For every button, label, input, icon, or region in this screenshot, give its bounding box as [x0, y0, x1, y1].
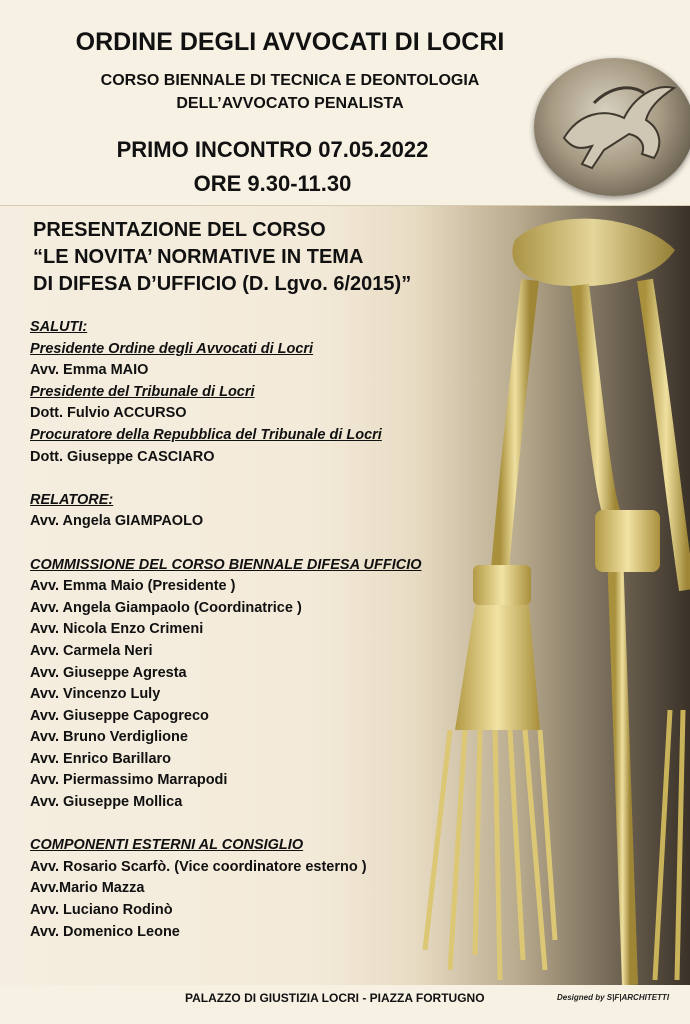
- page-title: ORDINE DEGLI AVVOCATI DI LOCRI: [75, 28, 505, 56]
- event-date: PRIMO INCONTRO 07.05.2022: [116, 137, 429, 162]
- list-item: Avv. Carmela Neri: [30, 642, 153, 659]
- program-list: [30, 319, 550, 945]
- relatore-heading: RELATORE:: [30, 491, 114, 508]
- list-item: Avv.Mario Mazza: [30, 880, 145, 897]
- list-item: Avv. Angela Giampaolo (Coordinatrice ): [30, 599, 302, 616]
- commissione-heading: COMMISSIONE DEL CORSO BIENNALE DIFESA UFFICIO: [30, 556, 422, 573]
- presentation-line3: DI DIFESA D’UFFICIO (D. Lgvo. 6/2015)”: [33, 273, 412, 295]
- saluti-heading: SALUTI:: [30, 319, 88, 335]
- list-item: Avv. Enrico Barillaro: [30, 750, 172, 767]
- list-item: Avv. Emma Maio (Presidente ): [30, 578, 236, 595]
- saluti-name: Dott. Fulvio ACCURSO: [30, 405, 187, 422]
- list-item: Avv. Domenico Leone: [30, 923, 180, 940]
- designer-credit: Designed by S|F|ARCHITETTI: [557, 993, 670, 1002]
- list-item: Avv. Vincenzo Luly: [30, 686, 161, 703]
- saluti-role: Presidente Ordine degli Avvocati di Locri: [30, 340, 314, 357]
- list-item: Avv. Bruno Verdiglione: [30, 729, 188, 746]
- list-item: Avv. Piermassimo Marrapodi: [30, 772, 228, 789]
- esterni-heading: COMPONENTI ESTERNI AL CONSIGLIO: [30, 837, 304, 854]
- presentation-block: [33, 217, 503, 298]
- saluti-name: Dott. Giuseppe CASCIARO: [30, 448, 215, 465]
- course-subtitle-line2: DELL’AVVOCATO PENALISTA: [176, 95, 404, 112]
- list-item: Avv. Nicola Enzo Crimeni: [30, 621, 204, 638]
- list-item: Avv. Giuseppe Capogreco: [30, 707, 209, 724]
- list-item: Avv. Giuseppe Mollica: [30, 794, 183, 811]
- list-item: Avv. Giuseppe Agresta: [30, 664, 187, 681]
- course-subtitle-line1: CORSO BIENNALE DI TECNICA E DEONTOLOGIA: [100, 72, 480, 89]
- footer-location: PALAZZO DI GIUSTIZIA LOCRI - PIAZZA FORTUGNO: [185, 991, 485, 1005]
- presentation-line2: “LE NOVITA’ NORMATIVE IN TEMA: [33, 246, 364, 268]
- event-time: ORE 9.30-11.30: [193, 171, 352, 196]
- list-item: Avv. Rosario Scarfò. (Vice coordinatore esterno ): [30, 858, 367, 875]
- presentation-line1: PRESENTAZIONE DEL CORSO: [33, 219, 326, 241]
- list-item: Avv. Luciano Rodinò: [30, 902, 173, 919]
- relatore-name: Avv. Angela GIAMPAOLO: [30, 513, 204, 530]
- saluti-role: Procuratore della Repubblica del Tribunale di Locri: [30, 426, 382, 443]
- saluti-name: Avv. Emma MAIO: [30, 362, 149, 379]
- saluti-role: Presidente del Tribunale di Locri: [30, 383, 255, 400]
